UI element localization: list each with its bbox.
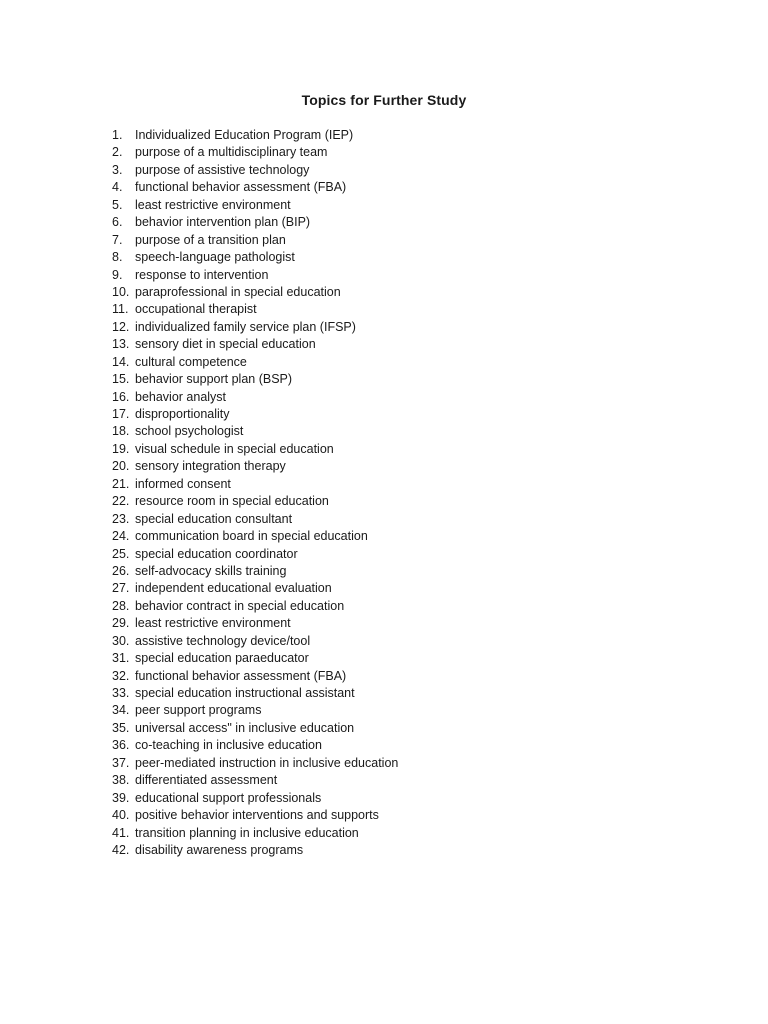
list-item	[112, 249, 398, 266]
list-item	[112, 284, 398, 301]
list-item-text: response to intervention	[135, 267, 269, 282]
list-item-text: sensory integration therapy	[135, 459, 286, 474]
list-item-text: co-teaching in inclusive education	[135, 738, 322, 753]
list-item-number: 33.	[112, 686, 130, 700]
list-item-text: purpose of a multidisciplinary team	[135, 145, 328, 160]
list-item-number: 38.	[112, 773, 130, 788]
list-item-number: 23.	[112, 511, 130, 526]
list-item-text: individualized family service plan (IFSP)	[135, 319, 356, 334]
list-item	[112, 615, 398, 632]
list-item-number: 10.	[112, 284, 130, 299]
list-item-text: functional behavior assessment (FBA)	[135, 668, 347, 683]
list-item-number: 15.	[112, 372, 130, 387]
list-item	[112, 772, 398, 789]
list-item-text: Individualized Education Program (IEP)	[135, 128, 354, 142]
list-item-number: 21.	[112, 476, 130, 491]
list-item	[112, 354, 398, 371]
list-item	[112, 668, 398, 685]
list-item-text: peer-mediated instruction in inclusive education	[135, 755, 399, 770]
list-item	[112, 825, 398, 842]
list-item-number: 36.	[112, 738, 130, 753]
list-item-text: positive behavior interventions and supports	[135, 808, 379, 823]
list-item	[112, 267, 398, 284]
list-item	[112, 144, 398, 161]
list-item-text: universal access" in inclusive education	[135, 720, 355, 735]
list-item-number: 4.	[112, 180, 123, 195]
list-item-text: self-advocacy skills training	[135, 563, 287, 578]
list-item-text: occupational therapist	[135, 302, 257, 317]
list-item	[112, 214, 398, 231]
list-item-text: purpose of a transition plan	[135, 232, 286, 247]
list-item-number: 3.	[112, 162, 123, 177]
list-item-number: 11.	[112, 302, 129, 317]
list-item-number: 31.	[112, 651, 130, 666]
list-item-text: special education consultant	[135, 511, 293, 526]
list-item	[112, 162, 398, 179]
list-item-text: special education instructional assistant	[135, 686, 355, 700]
list-item-number: 42.	[112, 842, 130, 857]
list-item	[112, 842, 398, 859]
list-item-text: resource room in special education	[135, 494, 329, 509]
list-item-number: 20.	[112, 459, 130, 474]
list-item-number: 13.	[112, 337, 130, 352]
list-item	[112, 650, 398, 667]
list-item-text: assistive technology device/tool	[135, 633, 311, 648]
list-item-number: 37.	[112, 755, 130, 770]
list-item	[112, 790, 398, 807]
list-item-text: sensory diet in special education	[135, 337, 316, 352]
list-item-number: 27.	[112, 581, 130, 596]
list-item	[112, 232, 398, 249]
list-item	[112, 737, 398, 754]
list-item-text: functional behavior assessment (FBA)	[135, 180, 347, 195]
list-item-number: 8.	[112, 250, 123, 265]
list-item	[112, 476, 398, 493]
list-item-text: behavior intervention plan (BIP)	[135, 215, 311, 230]
list-item	[112, 197, 398, 214]
list-item-text: behavior analyst	[135, 389, 227, 404]
list-item	[112, 633, 398, 650]
list-item-number: 22.	[112, 494, 130, 509]
list-item-number: 34.	[112, 703, 130, 718]
list-item-text: paraprofessional in special education	[135, 284, 341, 299]
list-item	[112, 755, 398, 772]
list-item	[112, 301, 398, 318]
list-item-number: 17.	[112, 407, 130, 421]
list-item	[112, 807, 398, 824]
list-item-text: special education paraeducator	[135, 651, 309, 666]
list-item	[112, 406, 398, 423]
list-item-number: 32.	[112, 668, 130, 683]
list-item-text: disproportionality	[135, 407, 230, 421]
list-item-number: 41.	[112, 825, 130, 840]
list-item-text: communication board in special education	[135, 529, 368, 544]
list-item	[112, 127, 398, 144]
list-item-text: least restrictive environment	[135, 616, 291, 631]
list-item-number: 2.	[112, 145, 123, 160]
list-item-text: behavior contract in special education	[135, 598, 345, 613]
list-item	[112, 511, 398, 528]
list-item-number: 30.	[112, 633, 130, 648]
list-item-number: 14.	[112, 354, 130, 369]
list-item	[112, 528, 398, 545]
list-item	[112, 319, 398, 336]
list-item-text: special education coordinator	[135, 546, 298, 561]
list-item	[112, 336, 398, 353]
list-item-number: 19.	[112, 441, 130, 456]
list-item	[112, 423, 398, 440]
list-item-number: 29.	[112, 616, 130, 631]
list-item-number: 16.	[112, 389, 130, 404]
list-item	[112, 720, 398, 737]
list-item-number: 26.	[112, 563, 130, 578]
list-item	[112, 598, 398, 615]
list-item-number: 7.	[112, 232, 123, 247]
list-item	[112, 563, 398, 580]
list-item-text: differentiated assessment	[135, 773, 278, 788]
list-item-number: 1.	[112, 128, 123, 142]
list-item	[112, 458, 398, 475]
list-item-text: cultural competence	[135, 354, 247, 369]
list-item-text: independent educational evaluation	[135, 581, 332, 596]
list-item	[112, 441, 398, 458]
list-item-text: peer support programs	[135, 703, 262, 718]
list-item-text: disability awareness programs	[135, 842, 304, 857]
list-item-number: 24.	[112, 529, 130, 544]
list-item-number: 18.	[112, 424, 130, 439]
list-item	[112, 546, 398, 563]
list-item-number: 28.	[112, 598, 130, 613]
list-item-text: behavior support plan (BSP)	[135, 372, 293, 387]
list-item-number: 9.	[112, 267, 123, 282]
list-item	[112, 179, 398, 196]
list-item-number: 40.	[112, 808, 130, 823]
list-item	[112, 389, 398, 406]
list-item-text: least restrictive environment	[135, 197, 291, 212]
list-item-text: school psychologist	[135, 424, 244, 439]
list-item	[112, 580, 398, 597]
list-item-text: purpose of assistive technology	[135, 162, 310, 177]
list-item-number: 5.	[112, 197, 123, 212]
list-item-text: informed consent	[135, 476, 231, 491]
list-item-number: 6.	[112, 215, 123, 230]
list-item-number: 35.	[112, 720, 130, 735]
list-item-number: 39.	[112, 790, 130, 805]
document-title: Topics for Further Study	[301, 92, 467, 108]
list-item-text: transition planning in inclusive education	[135, 825, 359, 840]
topic-list	[112, 127, 398, 859]
list-item	[112, 371, 398, 388]
list-item-number: 12.	[112, 319, 130, 334]
list-item-number: 25.	[112, 546, 130, 561]
list-item	[112, 702, 398, 719]
list-item-text: educational support professionals	[135, 790, 322, 805]
list-item-text: speech-language pathologist	[135, 250, 295, 265]
list-item	[112, 685, 398, 702]
list-item	[112, 493, 398, 510]
list-item-text: visual schedule in special education	[135, 441, 334, 456]
